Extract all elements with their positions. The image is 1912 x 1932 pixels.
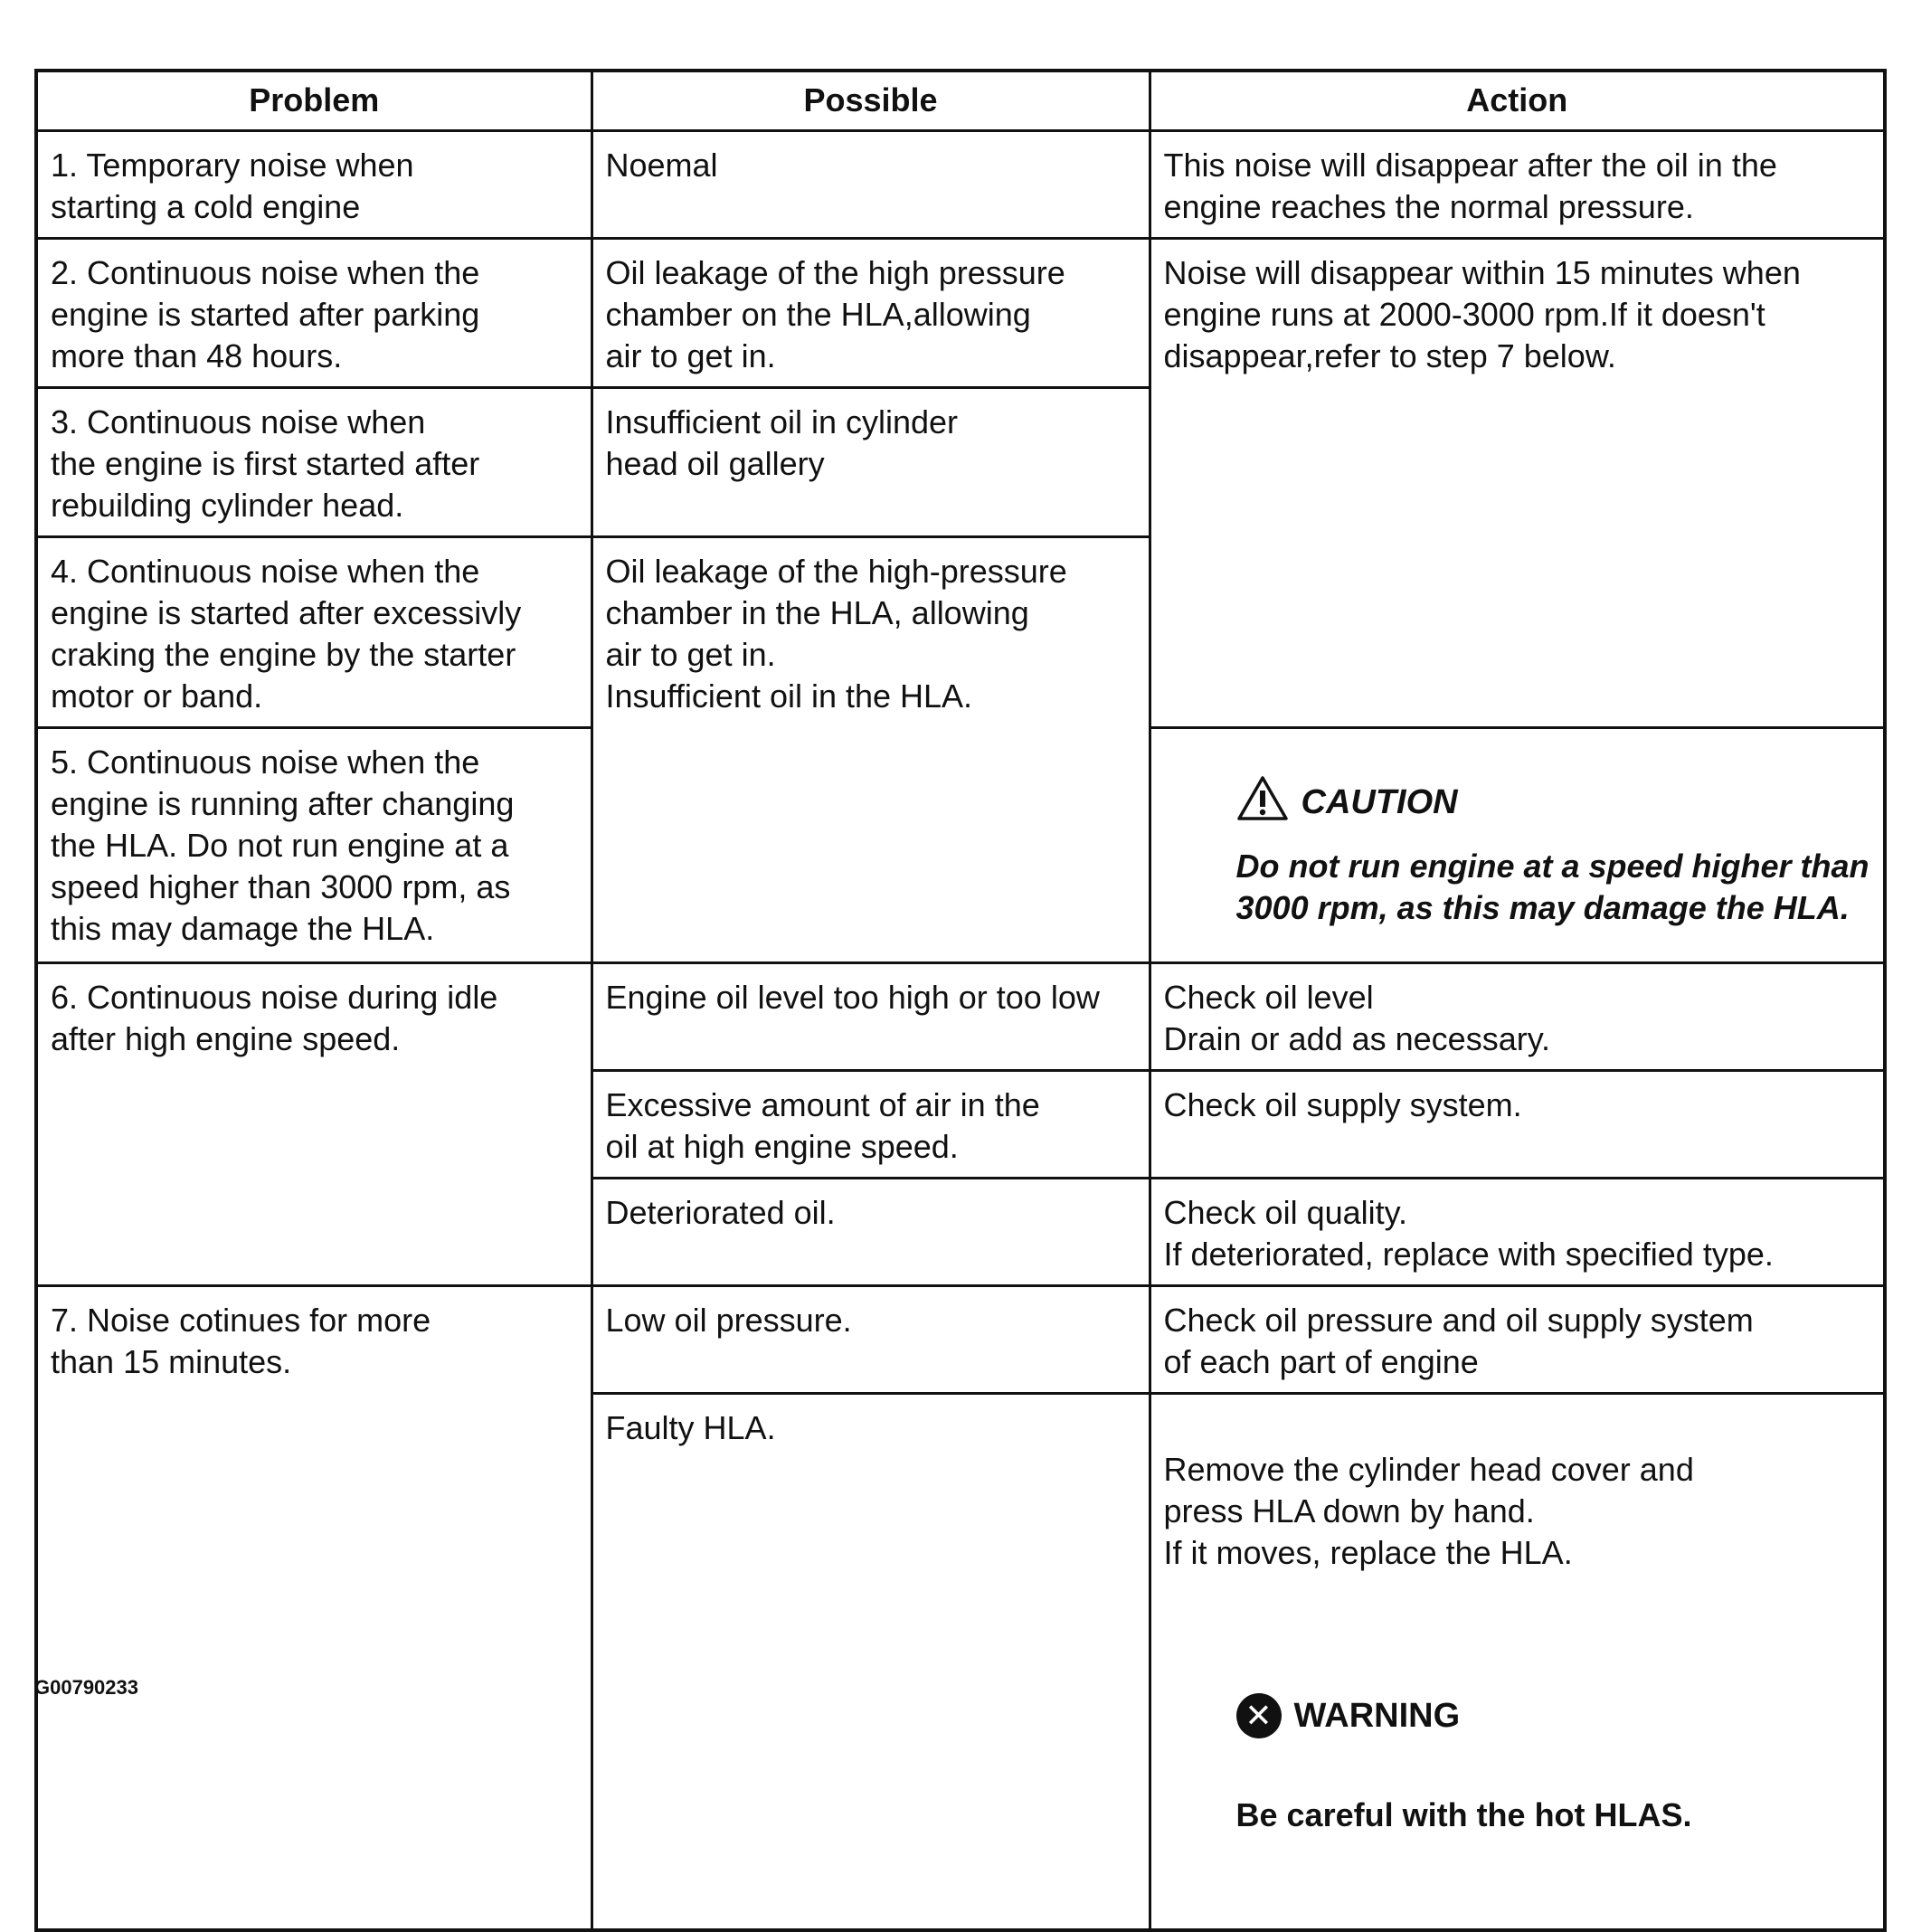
problem-cell: 7. Noise cotinues for more than 15 minutes. — [36, 1285, 592, 1930]
warning-notice — [1164, 1615, 1871, 1878]
problem-cell: 1. Temporary noise when starting a cold engine — [36, 130, 592, 238]
warning-text: Be careful with the hot HLAS. — [1235, 1795, 1692, 1833]
action-cell: Noise will disappear within 15 minutes when engine runs at 2000-3000 rpm.If it doesn't disappear,refer to step 7 below. — [1150, 238, 1885, 727]
possible-cell: Noemal — [592, 130, 1150, 238]
header-row — [36, 71, 1885, 130]
action-text: Remove the cylinder head cover and press HLA down by hand. If it moves, replace the HLA. — [1163, 1450, 1694, 1571]
caution-title: CAUTION — [1301, 783, 1458, 821]
warning-title: WARNING — [1293, 1696, 1461, 1735]
caution-notice — [1164, 742, 1871, 929]
figure-id: G00790233 — [34, 1676, 138, 1699]
problem-cell: 3. Continuous noise when the engine is first started after rebuilding cylinder head. — [36, 387, 592, 536]
table-row — [36, 962, 1885, 1070]
action-cell: Check oil pressure and oil supply system of each part of engine — [1150, 1285, 1885, 1393]
possible-cell: Deteriorated oil. — [592, 1178, 1150, 1285]
action-cell: This noise will disappear after the oil in the engine reaches the normal pressure. — [1150, 130, 1885, 238]
action-cell — [1150, 1393, 1885, 1930]
possible-cell: Faulty HLA. — [592, 1393, 1150, 1930]
caution-cell — [1150, 727, 1885, 962]
header-action: Action — [1150, 71, 1885, 130]
action-cell: Check oil level Drain or add as necessary. — [1150, 962, 1885, 1070]
troubleshooting-table — [34, 69, 1887, 1932]
action-cell: Check oil supply system. — [1150, 1070, 1885, 1178]
header-possible: Possible — [592, 71, 1150, 130]
possible-cell: Insufficient oil in cylinder head oil gallery — [592, 387, 1150, 536]
problem-cell: 4. Continuous noise when the engine is started after excessivly craking the engine by the starter motor or band. — [36, 536, 592, 727]
possible-cell: Excessive amount of air in the oil at high engine speed. — [592, 1070, 1150, 1178]
table-row — [36, 130, 1885, 238]
possible-cell: Oil leakage of the high-pressure chamber in the HLA, allowing air to get in. Insufficient oil in the HLA. — [592, 536, 1150, 962]
warning-x-circle-icon: ✕ — [1236, 1693, 1282, 1738]
problem-cell: 5. Continuous noise when the engine is running after changing the HLA. Do not run engine at a speed higher than 3000 rpm, as this may damage the HLA. — [36, 727, 592, 962]
problem-cell: 6. Continuous noise during idle after high engine speed. — [36, 962, 592, 1285]
table-row — [36, 1285, 1885, 1393]
possible-cell: Low oil pressure. — [592, 1285, 1150, 1393]
caution-text: Do not run engine at a speed higher than 3000 rpm, as this may damage the HLA. — [1235, 847, 1869, 926]
possible-cell: Oil leakage of the high pressure chamber on the HLA,allowing air to get in. — [592, 238, 1150, 387]
action-cell: Check oil quality. If deteriorated, replace with specified type. — [1150, 1178, 1885, 1285]
possible-cell: Engine oil level too high or too low — [592, 962, 1150, 1070]
header-problem: Problem — [36, 71, 592, 130]
problem-cell: 2. Continuous noise when the engine is started after parking more than 48 hours. — [36, 238, 592, 387]
caution-triangle-icon — [1236, 774, 1289, 831]
table-row — [36, 238, 1885, 387]
